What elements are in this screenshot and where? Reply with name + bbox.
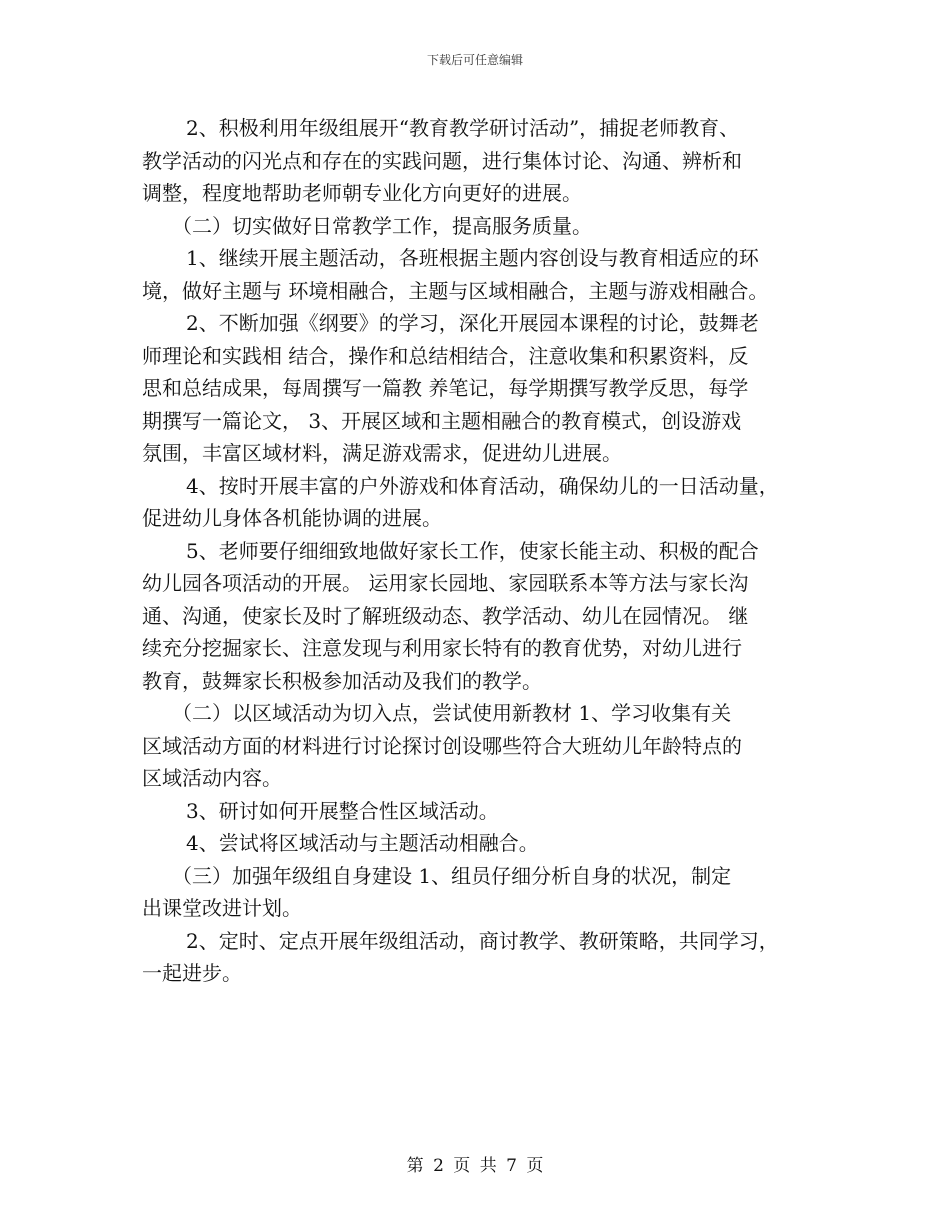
text-line: 1、继续开展主题活动，各班根据主题内容创设与教育相适应的环	[186, 246, 759, 270]
document-body	[142, 112, 822, 990]
text-line: 氛围，丰富区域材料，满足游戏需求，促进幼儿进展。	[142, 441, 622, 465]
text-line: 3、研讨如何开展整合性区域活动。	[186, 798, 499, 823]
text-line: 2、不断加强《纲要》的学习，深化开展园本课程的讨论，鼓舞老	[186, 311, 759, 335]
text-line: 促进幼儿身体各机能协调的进展。	[142, 506, 442, 530]
text-line: 出课堂改进计划。	[142, 896, 302, 920]
text-line: 教学活动的闪光点和存在的实践问题，进行集体讨论、沟通、辨析和	[142, 148, 742, 173]
text-line: 区域活动方面的材料进行讨论探讨创设哪些符合大班幼儿年龄特点的	[142, 733, 742, 758]
text-line: 5、老师要仔细细致地做好家长工作，使家长能主动、积极的配合	[186, 538, 759, 563]
text-line: 幼儿园各项活动的开展。 运用家长园地、家园联系本等方法与家长沟	[142, 571, 749, 595]
text-line: 4、尝试将区域活动与主题活动相融合。	[186, 831, 539, 855]
text-line: （二）切实做好日常教学工作，提高服务质量。	[172, 213, 592, 238]
paragraph-11	[142, 925, 822, 990]
text-line: 师理论和实践相 结合，操作和总结相结合，注意收集和积累资料，反	[142, 343, 749, 368]
paragraph-4	[142, 307, 822, 470]
text-line: 2、定时、定点开展年级组活动，商讨教学、教研策略，共同学习，	[186, 928, 779, 953]
text-line: 区域活动内容。	[142, 766, 282, 790]
paragraph-9	[142, 827, 822, 860]
section-heading	[142, 860, 822, 925]
page-number: 第 2 页 共 7 页	[406, 1156, 544, 1176]
section-heading	[142, 697, 822, 795]
paragraph-8	[142, 795, 822, 828]
text-line: 通、沟通，使家长及时了解班级动态、教学活动、幼儿在园情况。 继	[142, 603, 749, 628]
text-line: （三）加强年级组自身建设 1、组员仔细分析自身的状况，制定	[172, 863, 732, 888]
text-line: （二）以区域活动为切入点，尝试使用新教材 1、学习收集有关	[172, 701, 732, 725]
text-line: 境，做好主题与 环境相融合，主题与区域相融合，主题与游戏相融合。	[142, 278, 769, 303]
paragraph-5	[142, 470, 822, 535]
section-heading	[142, 210, 822, 243]
text-line: 一起进步。	[142, 961, 242, 985]
text-line: 续充分挖掘家长、注意发现与利用家长特有的教育优势，对幼儿进行	[142, 636, 742, 660]
text-line: 4、按时开展丰富的户外游戏和体育活动，确保幼儿的一日活动量，	[186, 473, 779, 498]
text-line: 调整，程度地帮助老师朝专业化方向更好的进展。	[142, 181, 582, 205]
page-header: 下载后可任意编辑	[426, 53, 523, 67]
paragraph-1	[142, 112, 822, 210]
text-line: 教育，鼓舞家长积极参加活动及我们的教学。	[142, 668, 542, 693]
text-line: 2、积极利用年级组展开“教育教学研讨活动”，捕捉老师教育、	[186, 116, 740, 140]
paragraph-6	[142, 535, 822, 698]
paragraph-3	[142, 242, 822, 307]
text-line: 期撰写一篇论文， 3、开展区域和主题相融合的教育模式，创设游戏	[142, 408, 742, 433]
text-line: 思和总结成果，每周撰写一篇教 养笔记，每学期撰写教学反思，每学	[142, 376, 749, 400]
